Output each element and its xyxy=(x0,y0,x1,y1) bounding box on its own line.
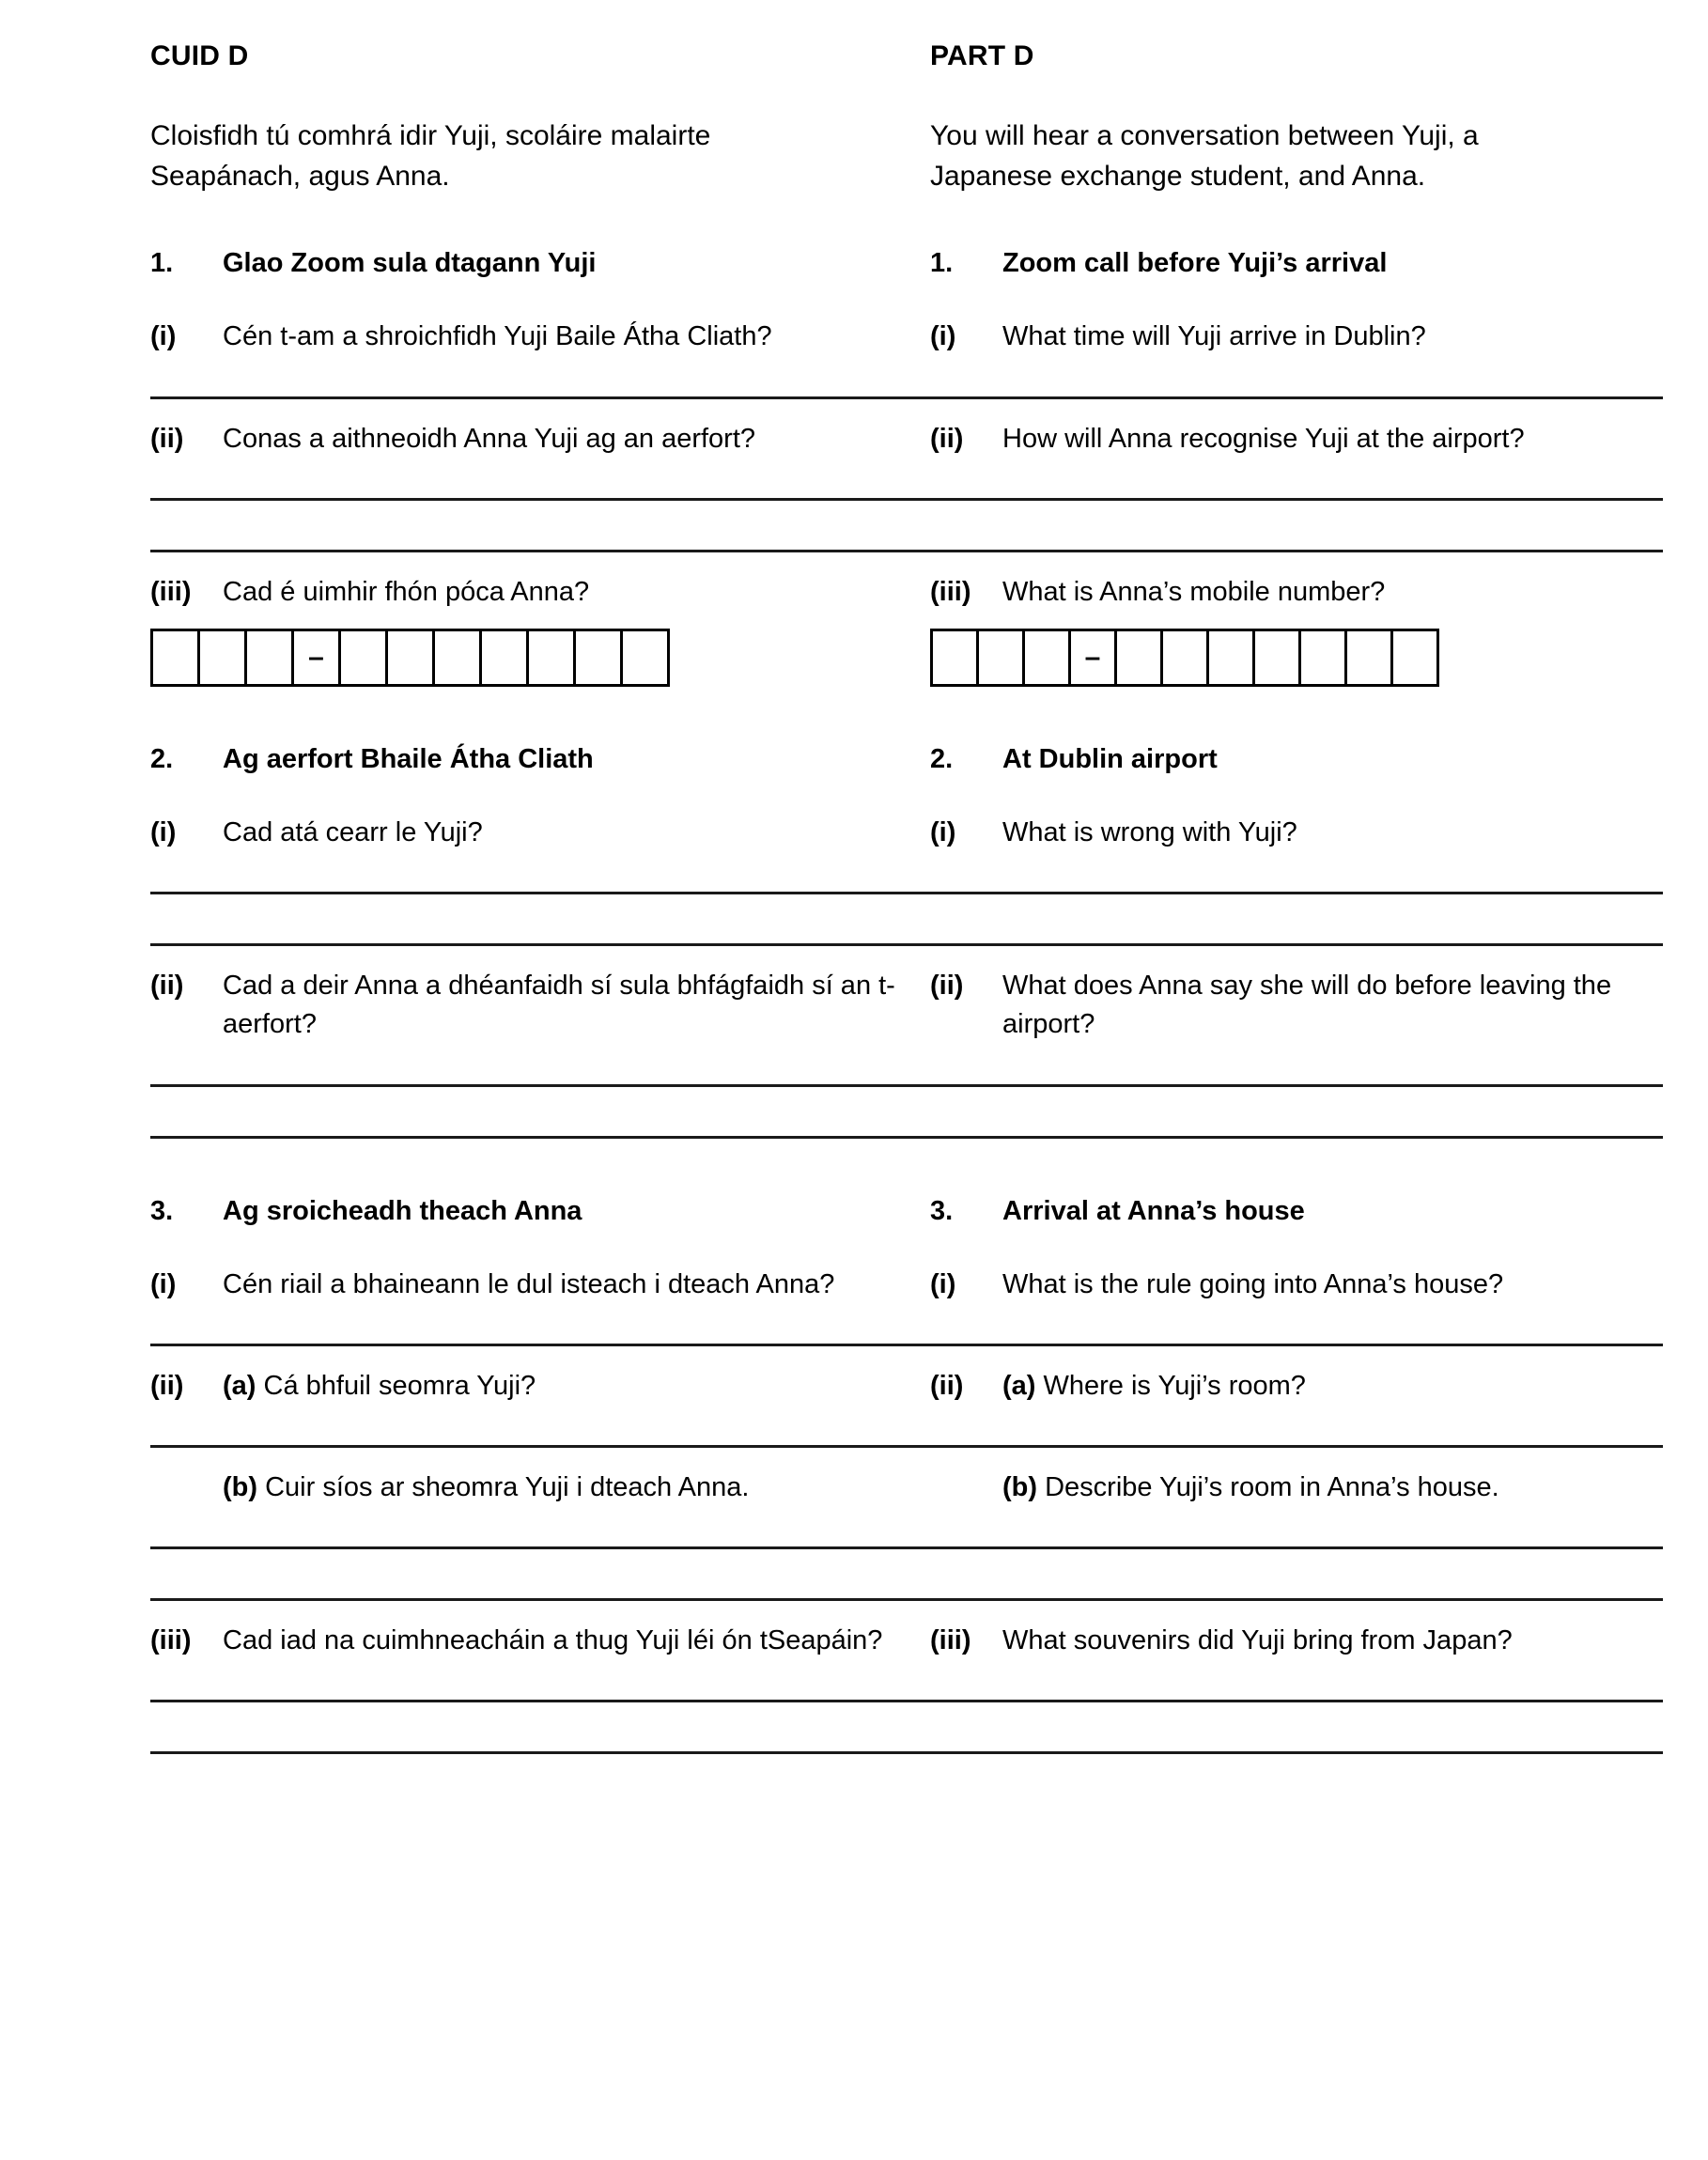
question-label: (i) xyxy=(150,816,177,847)
phone-digit-box[interactable] xyxy=(1347,631,1393,684)
question-1i-english xyxy=(930,318,1663,356)
phone-digit-box[interactable] xyxy=(1209,631,1255,684)
answer-line[interactable] xyxy=(150,1751,930,1754)
question-sublabel: (a) xyxy=(1002,1370,1036,1401)
phone-number-boxes-irish[interactable] xyxy=(150,629,670,687)
question-3iia-english xyxy=(930,1367,1663,1406)
answer-lines-3iib-irish xyxy=(150,1546,930,1601)
answer-lines-2ii-english xyxy=(930,1084,1663,1139)
question-label: (iii) xyxy=(930,576,971,607)
question-text xyxy=(223,1468,930,1507)
part-heading-english: PART D xyxy=(930,40,1034,71)
question-label: (i) xyxy=(930,321,956,352)
answer-lines-2i-irish xyxy=(150,892,930,946)
question-label: (i) xyxy=(150,1268,177,1299)
phone-digit-box[interactable] xyxy=(1117,631,1163,684)
question-text: What time will Yuji arrive in Dublin? xyxy=(1002,321,1426,352)
question-text xyxy=(1002,1367,1663,1406)
section-number: 2. xyxy=(930,743,954,774)
answer-line[interactable] xyxy=(930,1084,1663,1087)
part-heading-irish: CUID D xyxy=(150,40,249,71)
question-3iia-irish xyxy=(150,1367,930,1406)
section-title: Ag aerfort Bhaile Átha Cliath xyxy=(223,743,594,774)
question-label: (iii) xyxy=(150,576,192,607)
phone-digit-box[interactable] xyxy=(388,631,435,684)
irish-column xyxy=(150,39,930,1754)
question-3iib-english xyxy=(930,1468,1663,1507)
spacer xyxy=(930,552,1663,573)
phone-digit-box[interactable] xyxy=(435,631,482,684)
phone-digit-box[interactable] xyxy=(341,631,388,684)
answer-line[interactable] xyxy=(150,1084,930,1087)
section-heading-3-irish xyxy=(150,1193,930,1230)
spacer xyxy=(930,399,1663,420)
question-body: Cá bhfuil seomra Yuji? xyxy=(263,1370,536,1401)
question-label: (ii) xyxy=(930,971,964,1002)
question-text: Cad a deir Anna a dhéanfaidh sí sula bhfágfaidh sí an t-aerfort? xyxy=(223,971,895,1040)
question-3i-english xyxy=(930,1266,1663,1304)
question-3iib-irish xyxy=(150,1468,930,1507)
question-label: (iii) xyxy=(150,1625,192,1656)
phone-dash-box: – xyxy=(294,631,341,684)
phone-number-boxes-english[interactable] xyxy=(930,629,1439,687)
spacer xyxy=(930,1601,1663,1622)
question-text: Cén t-am a shroichfidh Yuji Baile Átha Cliath? xyxy=(223,321,772,352)
spacer xyxy=(150,1448,930,1468)
question-body: Describe Yuji’s room in Anna’s house. xyxy=(1045,1471,1499,1502)
question-text: What is Anna’s mobile number? xyxy=(1002,576,1386,607)
question-1iii-english xyxy=(930,573,1663,612)
phone-digit-box[interactable] xyxy=(1025,631,1071,684)
section-title: Ag sroicheadh theach Anna xyxy=(223,1195,582,1226)
question-body: Where is Yuji’s room? xyxy=(1043,1370,1306,1401)
section-title: At Dublin airport xyxy=(1002,743,1218,774)
question-label: (ii) xyxy=(150,971,184,1002)
answer-line[interactable] xyxy=(150,1546,930,1549)
answer-lines-3iii-english xyxy=(930,1700,1663,1754)
spacer xyxy=(150,946,930,967)
phone-digit-box[interactable] xyxy=(200,631,247,684)
question-text: What is the rule going into Anna’s house? xyxy=(1002,1268,1504,1299)
question-1ii-english xyxy=(930,420,1663,458)
question-label: (i) xyxy=(930,816,956,847)
question-text: Cén riail a bhaineann le dul isteach i dteach Anna? xyxy=(223,1268,835,1299)
phone-digit-box[interactable] xyxy=(1393,631,1439,684)
question-label: (ii) xyxy=(930,1370,964,1401)
intro-text-english: You will hear a conversation between Yuji, a Japanese exchange student, and Anna. xyxy=(930,120,1479,192)
section-title: Glao Zoom sula dtagann Yuji xyxy=(223,248,597,279)
phone-digit-box[interactable] xyxy=(1301,631,1347,684)
section-number: 1. xyxy=(930,248,954,279)
question-label: (ii) xyxy=(930,423,964,454)
question-text: What souvenirs did Yuji bring from Japan? xyxy=(1002,1625,1513,1656)
answer-lines-1ii-irish xyxy=(150,498,930,552)
answer-lines-2i-english xyxy=(930,892,1663,946)
spacer xyxy=(150,552,930,573)
spacer xyxy=(930,1346,1663,1367)
phone-digit-box[interactable] xyxy=(482,631,529,684)
question-text xyxy=(223,1367,930,1406)
phone-digit-box[interactable] xyxy=(933,631,979,684)
question-2ii-english xyxy=(930,967,1663,1044)
question-body: Cuir síos ar sheomra Yuji i dteach Anna. xyxy=(265,1471,750,1502)
answer-lines-3iib-english xyxy=(930,1546,1663,1601)
spacer xyxy=(150,1346,930,1367)
question-label: (i) xyxy=(930,1268,956,1299)
question-1ii-irish xyxy=(150,420,930,458)
question-text: Cad iad na cuimhneacháin a thug Yuji léi ón tSeapáin? xyxy=(223,1625,883,1656)
phone-digit-box[interactable] xyxy=(1255,631,1301,684)
phone-digit-box[interactable] xyxy=(153,631,200,684)
question-1iii-irish xyxy=(150,573,930,612)
question-3i-irish xyxy=(150,1266,930,1304)
phone-dash-box: – xyxy=(1071,631,1117,684)
intro-text-irish: Cloisfidh tú comhrá idir Yuji, scoláire malairte Seapánach, agus Anna. xyxy=(150,120,711,192)
phone-digit-box[interactable] xyxy=(247,631,294,684)
question-sublabel: (a) xyxy=(223,1370,256,1401)
answer-lines-2ii-irish xyxy=(150,1084,930,1139)
question-1i-irish xyxy=(150,318,930,356)
question-3iii-english xyxy=(930,1622,1663,1660)
two-column-layout xyxy=(150,39,1619,1754)
section-title: Arrival at Anna’s house xyxy=(1002,1195,1305,1226)
answer-line[interactable] xyxy=(150,1700,930,1702)
section-heading-1-english xyxy=(930,245,1663,282)
question-text: What is wrong with Yuji? xyxy=(1002,816,1297,847)
question-label: (ii) xyxy=(150,423,184,454)
spacer xyxy=(930,1139,1663,1193)
question-2ii-irish xyxy=(150,967,930,1044)
question-label: (ii) xyxy=(150,1370,184,1401)
answer-line[interactable] xyxy=(150,892,930,894)
spacer xyxy=(930,687,1663,741)
spacer xyxy=(930,946,1663,967)
phone-digit-box[interactable] xyxy=(979,631,1025,684)
question-label: (i) xyxy=(150,321,177,352)
answer-lines-3iii-irish xyxy=(150,1700,930,1754)
answer-line[interactable] xyxy=(930,1546,1663,1549)
question-label: (iii) xyxy=(930,1625,971,1656)
english-column xyxy=(930,39,1663,1754)
spacer xyxy=(930,1448,1663,1468)
question-sublabel: (b) xyxy=(1002,1471,1038,1502)
spacer xyxy=(150,399,930,420)
question-sublabel: (b) xyxy=(223,1471,258,1502)
spacer xyxy=(150,687,930,741)
section-title: Zoom call before Yuji’s arrival xyxy=(1002,248,1388,279)
section-number: 3. xyxy=(930,1195,954,1226)
section-heading-1-irish xyxy=(150,245,930,282)
question-text: Conas a aithneoidh Anna Yuji ag an aerfort? xyxy=(223,423,756,454)
question-2i-english xyxy=(930,814,1663,852)
answer-line[interactable] xyxy=(930,1700,1663,1702)
question-2i-irish xyxy=(150,814,930,852)
section-number: 1. xyxy=(150,248,174,279)
question-text: How will Anna recognise Yuji at the airport? xyxy=(1002,423,1525,454)
question-3iii-irish xyxy=(150,1622,930,1660)
phone-digit-box[interactable] xyxy=(576,631,623,684)
section-heading-2-english xyxy=(930,741,1663,778)
spacer xyxy=(150,1139,930,1193)
phone-digit-box[interactable] xyxy=(529,631,576,684)
answer-line[interactable] xyxy=(930,498,1663,501)
section-number: 3. xyxy=(150,1195,174,1226)
question-text: Cad atá cearr le Yuji? xyxy=(223,816,483,847)
question-text: Cad é uimhir fhón póca Anna? xyxy=(223,576,590,607)
question-text: What does Anna say she will do before leaving the airport? xyxy=(1002,971,1612,1040)
phone-digit-box[interactable] xyxy=(1163,631,1209,684)
phone-digit-box[interactable] xyxy=(623,631,670,684)
section-heading-2-irish xyxy=(150,741,930,778)
answer-line[interactable] xyxy=(930,1751,1663,1754)
question-text xyxy=(1002,1468,1663,1507)
section-number: 2. xyxy=(150,743,174,774)
spacer xyxy=(150,1601,930,1622)
answer-line[interactable] xyxy=(930,892,1663,894)
section-heading-3-english xyxy=(930,1193,1663,1230)
answer-line[interactable] xyxy=(150,498,930,501)
answer-lines-1ii-english xyxy=(930,498,1663,552)
